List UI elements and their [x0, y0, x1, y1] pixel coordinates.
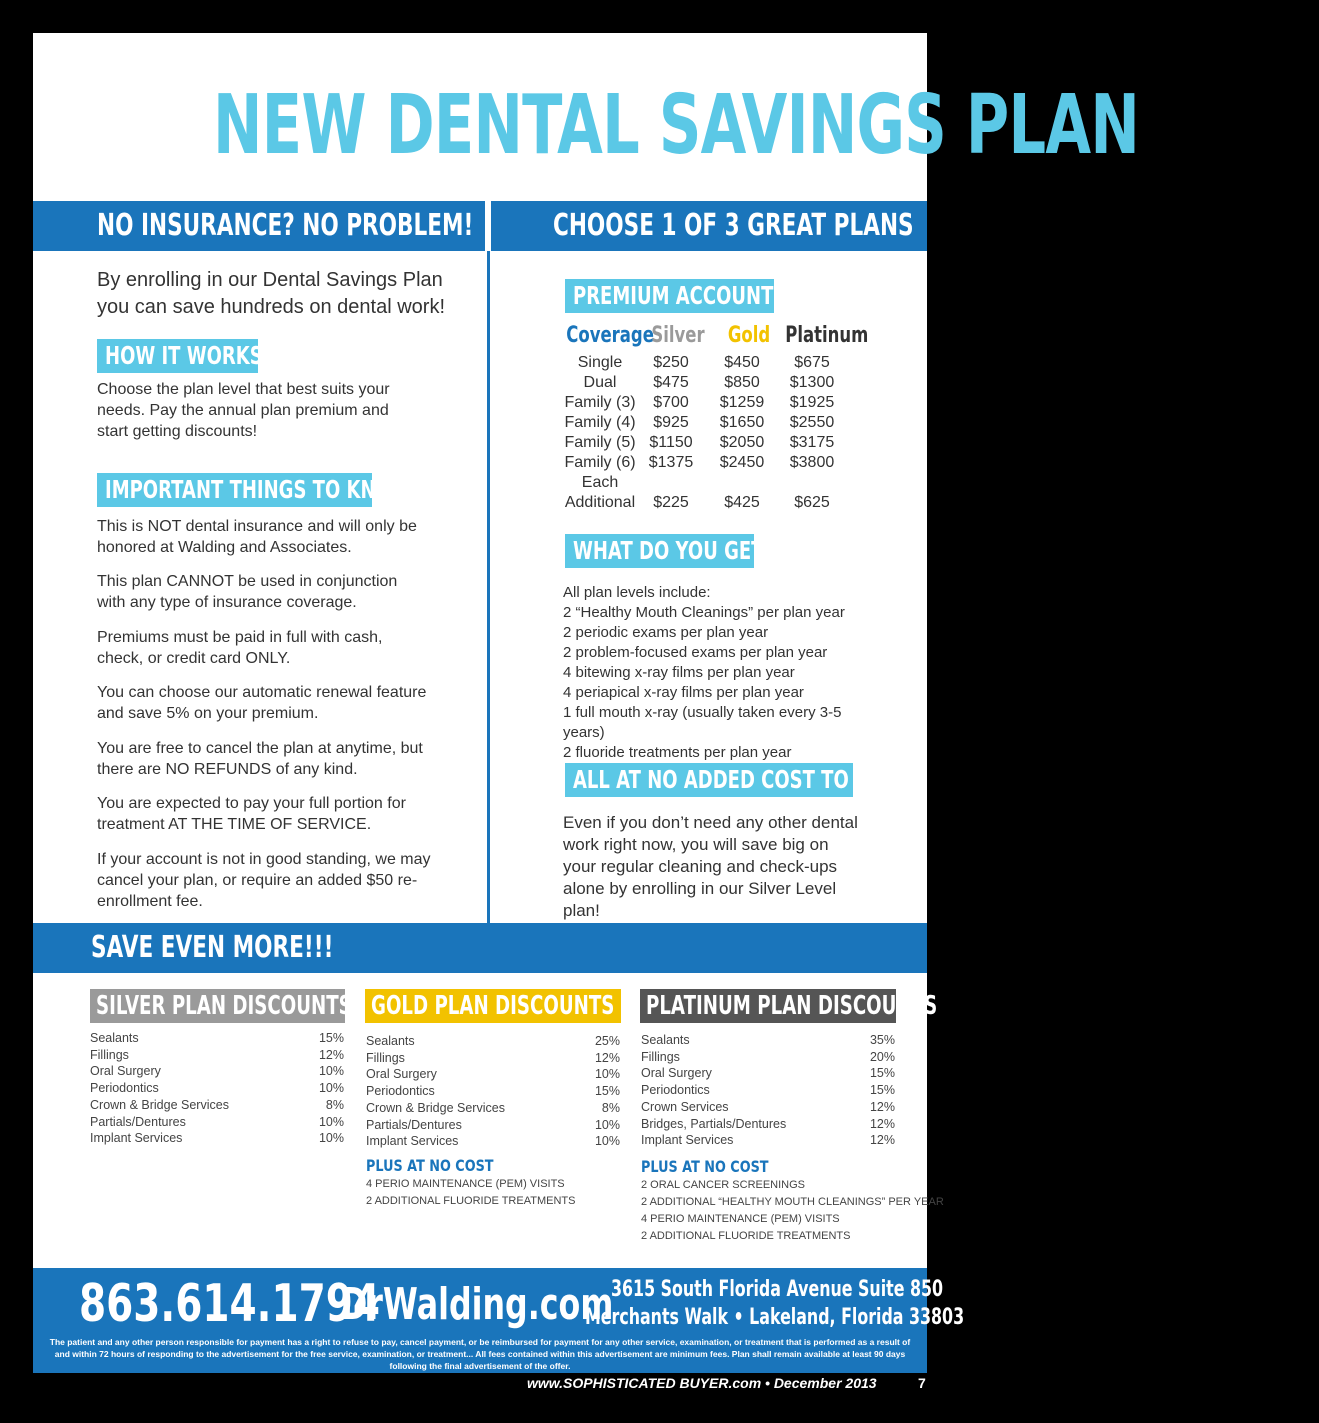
how-it-works-text: Choose the plan level that best suits your needs. Pay the annual plan premium and start getting discounts!: [97, 381, 390, 440]
gold-plus-heading: PLUS AT NO COST: [366, 1156, 494, 1175]
list-lead: All plan levels include:: [563, 584, 711, 601]
list-item: 4 bitewing x-ray films per plan year: [563, 664, 795, 681]
premium-cell-coverage: Single: [577, 354, 623, 371]
discount-label: Implant Services: [90, 1131, 183, 1146]
silver-discount-row: [90, 1047, 344, 1064]
silver-discount-row: [90, 1063, 344, 1080]
discount-label: Periodontics: [366, 1084, 435, 1099]
premium-cell-additional-gold: $425: [724, 494, 760, 511]
discount-label: Sealants: [90, 1031, 139, 1045]
premium-cell-silver: $1375: [648, 454, 694, 471]
discount-label: Fillings: [90, 1047, 129, 1062]
list-item: 2 fluoride treatments per plan year: [563, 744, 792, 761]
discount-value: 15%: [869, 1066, 895, 1081]
premium-cell-each: Each: [581, 474, 619, 491]
platinum-discounts-heading: PLATINUM PLAN DISCOUNTS: [640, 989, 896, 1023]
important-item: You are expected to pay your full portion for treatment AT THE TIME OF SERVICE.: [97, 795, 406, 833]
list-item: 2 periodic exams per plan year: [563, 624, 769, 641]
premium-cell-gold: $1259: [719, 394, 765, 411]
footer-credit: www.SOPHISTICATED BUYER.com • December 2013: [527, 1375, 877, 1391]
premium-cell-coverage: Family (6): [564, 454, 636, 471]
col-platinum: Platinum: [785, 323, 869, 348]
discount-value: 10%: [318, 1131, 344, 1146]
premium-cell-silver: $1150: [649, 434, 693, 451]
premium-cell-platinum: $3800: [789, 454, 835, 471]
discount-value: 12%: [869, 1099, 895, 1114]
right-header-bar: [491, 201, 927, 251]
gold-plus-item: 2 ADDITIONAL FLUORIDE TREATMENTS: [366, 1195, 576, 1207]
premium-cell-gold: $1650: [719, 414, 765, 431]
important-heading: IMPORTANT THINGS TO KNOW: [97, 473, 372, 507]
platinum-discount-row: [641, 1099, 895, 1116]
premium-cell-silver: $250: [653, 354, 689, 371]
left-header-bar: [33, 201, 485, 251]
discount-value: 12%: [594, 1050, 620, 1065]
save-more-heading: SAVE EVEN MORE!!!: [91, 930, 334, 965]
discount-value: 12%: [869, 1116, 895, 1131]
discount-label: Implant Services: [641, 1133, 734, 1148]
premium-cell-silver: $475: [653, 374, 689, 391]
silver-discounts-heading: SILVER PLAN DISCOUNTS: [90, 989, 345, 1023]
platinum-discount-row: [641, 1116, 895, 1133]
fine-print: The patient and any other person responsible for payment has a right to refuse to pay, cancel payment, or be reimbursed for payment for any other service, examination, or treatment that is performed as a result of and within 72 hours of responding to the advertisement for the free service, examination, or treatment... All fees contained within this advertisement are minimum fees. Plan shall remain available at least 90 days following the final advertisement of the offer.: [49, 1337, 911, 1371]
discount-label: Periodontics: [641, 1083, 710, 1098]
discount-value: 15%: [318, 1031, 344, 1045]
silver-discount-row: [90, 1030, 344, 1047]
list-item: 4 periapical x-ray films per plan year: [563, 684, 804, 701]
discount-value: 12%: [869, 1133, 895, 1148]
website-link[interactable]: DrWalding.com: [341, 1279, 614, 1330]
discount-label: Implant Services: [366, 1134, 459, 1149]
discount-label: Bridges, Partials/Dentures: [641, 1116, 787, 1131]
gold-plus-item: 4 PERIO MAINTENANCE (PEM) VISITS: [366, 1178, 565, 1190]
platinum-discount-row: [641, 1032, 895, 1049]
list-item: 2 problem-focused exams per plan year: [563, 644, 828, 661]
list-item: 1 full mouth x-ray (usually taken every 3-5 years): [563, 704, 842, 741]
platinum-discount-row: [641, 1065, 895, 1082]
premium-cell-platinum: $2550: [789, 414, 835, 431]
discount-label: Fillings: [366, 1050, 405, 1065]
premium-cell-gold: $450: [724, 354, 760, 371]
platinum-discount-row: [641, 1049, 895, 1066]
discount-value: 10%: [318, 1114, 344, 1129]
important-item: This is NOT dental insurance and will only be honored at Walding and Associates.: [97, 518, 417, 556]
premium-cell-additional-platinum: $625: [794, 494, 830, 511]
gold-discount-row: [366, 1117, 620, 1134]
discount-value: 10%: [594, 1134, 620, 1149]
premium-heading: PREMIUM ACCOUNTS: [565, 279, 774, 313]
col-coverage: Coverage: [566, 323, 654, 348]
discount-label: Partials/Dentures: [90, 1114, 186, 1129]
discount-value: 25%: [594, 1034, 620, 1048]
gold-discount-row: [366, 1033, 620, 1050]
discount-value: 8%: [325, 1097, 344, 1112]
discount-value: 35%: [869, 1033, 895, 1047]
important-item: This plan CANNOT be used in conjunction with any type of insurance coverage.: [97, 573, 398, 611]
platinum-discount-row: [641, 1082, 895, 1099]
discount-label: Periodontics: [90, 1081, 159, 1096]
discount-label: Crown Services: [641, 1099, 729, 1114]
discount-label: Oral Surgery: [90, 1064, 161, 1079]
important-item: Premiums must be paid in full with cash, check, or credit card ONLY.: [97, 629, 383, 667]
silver-discount-row: [90, 1130, 344, 1147]
premium-cell-coverage: Family (3): [564, 394, 636, 411]
discount-label: Sealants: [366, 1034, 415, 1048]
discount-value: 10%: [318, 1064, 344, 1079]
list-item: 2 “Healthy Mouth Cleanings” per plan year: [563, 604, 845, 621]
premium-cell-platinum: $675: [794, 354, 830, 371]
gold-discount-row: [366, 1050, 620, 1067]
premium-cell-coverage: Family (5): [564, 434, 636, 451]
premium-cell-gold: $850: [724, 374, 760, 391]
silver-discount-row: [90, 1097, 344, 1114]
premium-cell-additional-coverage: Additional: [564, 494, 636, 511]
page: [33, 33, 1140, 1373]
premium-cell-coverage: Family (4): [564, 414, 636, 431]
discount-label: Partials/Dentures: [366, 1117, 462, 1132]
contact-bar: [33, 1268, 965, 1373]
col-gold: Gold: [727, 323, 771, 348]
premium-cell-additional-silver: $225: [653, 494, 689, 511]
discount-value: 20%: [869, 1049, 895, 1064]
discount-label: Crown & Bridge Services: [90, 1097, 229, 1112]
premium-cell-platinum: $1300: [789, 374, 835, 391]
platinum-plus-heading: PLUS AT NO COST: [641, 1157, 769, 1176]
discount-label: Fillings: [641, 1049, 680, 1064]
how-it-works-heading: HOW IT WORKS: [97, 339, 258, 373]
intro-text: By enrolling in our Dental Savings Plan you can save hundreds on dental work!: [97, 269, 445, 318]
column-divider: [487, 251, 490, 923]
no-cost-text: Even if you don’t need any other dental work right now, you will save big on your regular cleaning and check-ups alone by enrolling in our Silver Level plan!: [563, 813, 858, 920]
left-header: NO INSURANCE? NO PROBLEM!: [97, 208, 474, 243]
save-more-bar: [33, 923, 927, 973]
platinum-plus-item: 2 ADDITIONAL “HEALTHY MOUTH CLEANINGS” PER YEAR: [641, 1196, 944, 1208]
discount-value: 8%: [601, 1100, 620, 1115]
premium-cell-gold: $2450: [719, 454, 765, 471]
premium-cell-silver: $925: [653, 414, 689, 431]
gold-discount-row: [366, 1066, 620, 1083]
gold-discounts-heading: GOLD PLAN DISCOUNTS: [365, 989, 621, 1023]
discount-label: Oral Surgery: [366, 1067, 437, 1082]
gold-discount-row: [366, 1133, 620, 1150]
silver-discount-row: [90, 1114, 344, 1131]
premium-cell-silver: $700: [653, 394, 689, 411]
platinum-plus-item: 4 PERIO MAINTENANCE (PEM) VISITS: [641, 1213, 840, 1225]
address-line-1: 3615 South Florida Avenue Suite 850: [611, 1277, 944, 1302]
premium-cell-platinum: $1925: [789, 394, 835, 411]
discount-value: 10%: [318, 1081, 344, 1096]
silver-discount-row: [90, 1080, 344, 1097]
platinum-plus-item: 2 ADDITIONAL FLUORIDE TREATMENTS: [641, 1230, 851, 1242]
right-header: CHOOSE 1 OF 3 GREAT PLANS: [553, 208, 914, 243]
discount-value: 10%: [594, 1067, 620, 1082]
gold-discount-row: [366, 1083, 620, 1100]
what-you-get-heading: WHAT DO YOU GET?: [565, 534, 754, 568]
premium-cell-gold: $2050: [719, 434, 765, 451]
important-item: You can choose our automatic renewal feature and save 5% on your premium.: [97, 684, 427, 722]
premium-cell-coverage: Dual: [583, 374, 617, 391]
important-item: You are free to cancel the plan at anytime, but there are NO REFUNDS of any kind.: [97, 740, 423, 778]
discount-value: 12%: [318, 1047, 344, 1062]
page-title: NEW DENTAL SAVINGS PLAN: [213, 78, 1140, 173]
col-silver: Silver: [651, 323, 705, 348]
important-item: If your account is not in good standing, we may cancel your plan, or require an added $50 re-enrollment fee.: [97, 851, 431, 910]
address-line-2: Merchants Walk • Lakeland, Florida 33803: [585, 1305, 965, 1330]
discount-value: 10%: [594, 1117, 620, 1132]
phone-number[interactable]: 863.614.1794: [79, 1274, 380, 1334]
platinum-discount-row: [641, 1132, 895, 1149]
discount-value: 15%: [869, 1083, 895, 1098]
discount-label: Crown & Bridge Services: [366, 1100, 505, 1115]
premium-cell-platinum: $3175: [789, 434, 835, 451]
page-number: 7: [918, 1375, 926, 1391]
gold-discount-row: [366, 1100, 620, 1117]
platinum-plus-item: 2 ORAL CANCER SCREENINGS: [641, 1179, 806, 1191]
discount-label: Oral Surgery: [641, 1066, 712, 1081]
no-cost-heading: ALL AT NO ADDED COST TO YOU: [565, 763, 853, 797]
what-you-get-list: [563, 583, 883, 763]
discount-value: 15%: [594, 1084, 620, 1099]
discount-label: Sealants: [641, 1033, 690, 1047]
